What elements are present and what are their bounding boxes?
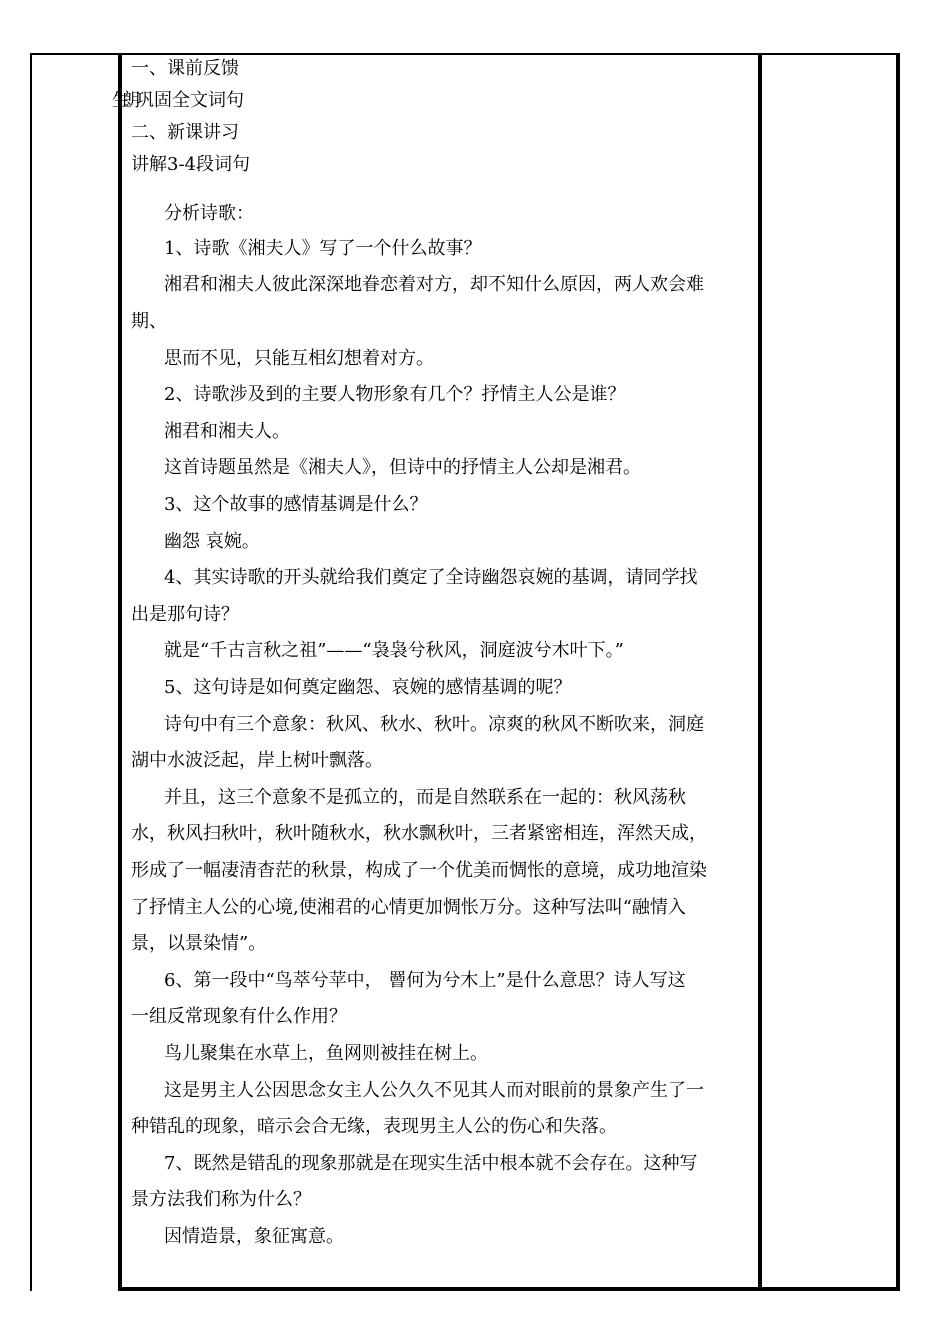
question-line: 1、诗歌《湘夫人》写了一个什么故事？ (164, 238, 482, 259)
question-line: 4、其实诗歌的开头就给我们奠定了全诗幽怨哀婉的基调，请同学找 (164, 567, 698, 588)
table-border-left (30, 53, 32, 1291)
explain-item: 讲解3-4段词句 (131, 154, 250, 175)
question-line: 5、这句诗是如何奠定幽怨、哀婉的感情基调的呢？ (164, 677, 572, 698)
question-line: 一组反常现象有什么作用？ (131, 1006, 347, 1027)
answer-line: 形成了一幅凄清杳茫的秋景，构成了一个优美而惆怅的意境，成功地渲染 (131, 860, 707, 881)
question-line: 景方法我们称为什么？ (131, 1189, 311, 1210)
answer-line: 景，以景染情”。 (131, 933, 267, 954)
answer-line: 期、 (131, 311, 167, 332)
review-item: 巩固全文词句 (136, 90, 244, 111)
answer-line: 湘君和湘夫人。 (164, 421, 290, 442)
question-line: 3、这个故事的感情基调是什么？ (164, 494, 428, 515)
section-heading-new-lesson: 二、新课讲习 (131, 122, 239, 143)
answer-line: 鸟儿聚集在水草上，鱼网则被挂在树上。 (164, 1043, 488, 1064)
table-border-top (30, 53, 900, 55)
question-line: 出是那句诗？ (131, 604, 239, 625)
section-heading-feedback: 一、课前反馈 (131, 58, 239, 79)
answer-line: 种错乱的现象，暗示会合无缘，表现男主人公的伤心和失落。 (131, 1116, 617, 1137)
answer-line: 湖中水波泛起，岸上树叶飘落。 (131, 750, 383, 771)
answer-line: 就是“千古言秋之祖”——“袅袅兮秋风，洞庭波兮木叶下。” (164, 640, 624, 661)
answer-line: 因情造景，象征寓意。 (164, 1226, 344, 1247)
question-line: 2、诗歌涉及到的主要人物形象有几个？抒情主人公是谁？ (164, 384, 626, 405)
question-line: 6、第一段中“鸟萃兮苹中， 罾何为兮木上”是什么意思？诗人写这 (164, 970, 686, 991)
column-divider-right (758, 53, 762, 1291)
student-activity-label: 生朗 (112, 90, 132, 111)
answer-line: 这是男主人公因思念女主人公久久不见其人而对眼前的景象产生了一 (164, 1080, 704, 1101)
table-border-bottom (118, 1287, 900, 1291)
answer-line: 了抒情主人公的心境,使湘君的心情更加惆怅万分。这种写法叫“融情入 (131, 897, 686, 918)
answer-line: 诗句中有三个意象：秋风、秋水、秋叶。凉爽的秋风不断吹来，洞庭 (164, 714, 704, 735)
table-border-right (896, 53, 900, 1291)
body-line: 分析诗歌： (164, 203, 254, 224)
answer-line: 并且，这三个意象不是孤立的，而是自然联系在一起的：秋风荡秋 (164, 787, 686, 808)
answer-line: 思而不见，只能互相幻想着对方。 (164, 348, 434, 369)
question-line: 7、既然是错乱的现象那就是在现实生活中根本就不会存在。这种写 (164, 1153, 698, 1174)
answer-line: 湘君和湘夫人彼此深深地眷恋着对方，却不知什么原因，两人欢会难 (164, 274, 704, 295)
answer-line: 幽怨 哀婉。 (164, 531, 260, 552)
answer-line: 水，秋风扫秋叶，秋叶随秋水，秋水飘秋叶，三者紧密相连，浑然天成， (131, 823, 707, 844)
answer-line: 这首诗题虽然是《湘夫人》，但诗中的抒情主人公却是湘君。 (164, 457, 641, 478)
column-divider-left (118, 53, 122, 1291)
